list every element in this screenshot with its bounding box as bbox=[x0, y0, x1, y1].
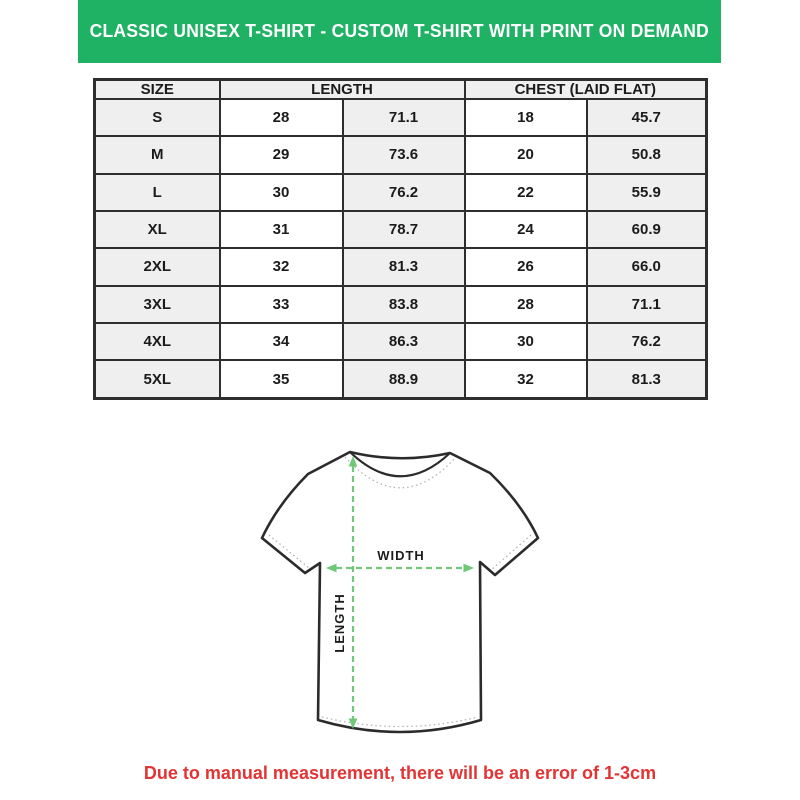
length-in-cell: 29 bbox=[220, 136, 343, 173]
length-in-cell: 34 bbox=[220, 323, 343, 360]
size-cell: 4XL bbox=[95, 323, 220, 360]
size-column-header: SIZE bbox=[95, 80, 220, 100]
length-cm-cell: 76.2 bbox=[343, 174, 465, 211]
banner bbox=[78, 0, 721, 63]
length-in-cell: 30 bbox=[220, 174, 343, 211]
length-in-cell: 28 bbox=[220, 99, 343, 136]
length-in-cell: 32 bbox=[220, 248, 343, 285]
chest-cm-cell: 71.1 bbox=[587, 286, 707, 323]
size-chart-table bbox=[93, 78, 708, 400]
size-cell: XL bbox=[95, 211, 220, 248]
size-cell: 3XL bbox=[95, 286, 220, 323]
chest-column-header: CHEST (LAID FLAT) bbox=[465, 80, 707, 100]
table-row bbox=[95, 286, 707, 323]
size-cell: 2XL bbox=[95, 248, 220, 285]
table-row bbox=[95, 360, 707, 398]
length-cm-cell: 73.6 bbox=[343, 136, 465, 173]
chest-cm-cell: 50.8 bbox=[587, 136, 707, 173]
chest-in-cell: 24 bbox=[465, 211, 587, 248]
length-cm-cell: 81.3 bbox=[343, 248, 465, 285]
width-label: WIDTH bbox=[377, 548, 425, 563]
length-in-cell: 31 bbox=[220, 211, 343, 248]
table-row bbox=[95, 211, 707, 248]
length-column-header: LENGTH bbox=[220, 80, 465, 100]
measurement-note: Due to manual measurement, there will be an error of 1-3cm bbox=[143, 763, 657, 783]
chest-cm-cell: 55.9 bbox=[587, 174, 707, 211]
banner-title: CLASSIC UNISEX T-SHIRT - CUSTOM T-SHIRT WITH PRINT ON DEMAND bbox=[89, 21, 710, 41]
length-in-cell: 33 bbox=[220, 286, 343, 323]
chest-cm-cell: 66.0 bbox=[587, 248, 707, 285]
table-row bbox=[95, 174, 707, 211]
table-header-row bbox=[95, 80, 707, 100]
table-row bbox=[95, 323, 707, 360]
table-row bbox=[95, 99, 707, 136]
tshirt-measurement-diagram bbox=[240, 430, 560, 750]
length-in-cell: 35 bbox=[220, 360, 343, 398]
chest-in-cell: 28 bbox=[465, 286, 587, 323]
length-cm-cell: 86.3 bbox=[343, 323, 465, 360]
table-row bbox=[95, 136, 707, 173]
size-cell: M bbox=[95, 136, 220, 173]
length-cm-cell: 71.1 bbox=[343, 99, 465, 136]
tshirt-outline bbox=[262, 452, 538, 732]
chest-in-cell: 32 bbox=[465, 360, 587, 398]
chest-cm-cell: 45.7 bbox=[587, 99, 707, 136]
chest-in-cell: 26 bbox=[465, 248, 587, 285]
chest-in-cell: 20 bbox=[465, 136, 587, 173]
chest-in-cell: 18 bbox=[465, 99, 587, 136]
chest-cm-cell: 81.3 bbox=[587, 360, 707, 398]
length-cm-cell: 83.8 bbox=[343, 286, 465, 323]
size-cell: L bbox=[95, 174, 220, 211]
size-cell: 5XL bbox=[95, 360, 220, 398]
length-label: LENGTH bbox=[332, 593, 347, 653]
size-cell: S bbox=[95, 99, 220, 136]
table-row bbox=[95, 248, 707, 285]
chest-cm-cell: 76.2 bbox=[587, 323, 707, 360]
chest-in-cell: 30 bbox=[465, 323, 587, 360]
chest-cm-cell: 60.9 bbox=[587, 211, 707, 248]
length-cm-cell: 88.9 bbox=[343, 360, 465, 398]
chest-in-cell: 22 bbox=[465, 174, 587, 211]
length-cm-cell: 78.7 bbox=[343, 211, 465, 248]
